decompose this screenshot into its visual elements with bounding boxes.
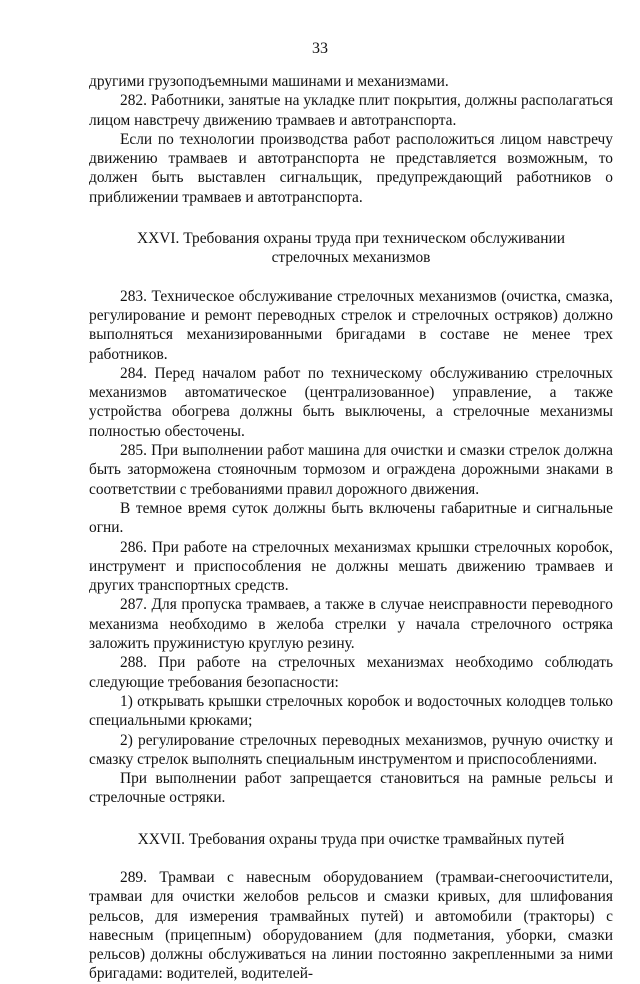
paragraph-continuation: другими грузоподъемными машинами и механизмами. <box>89 73 449 90</box>
paragraph-283: 283. Техническое обслуживание стрелочных механизмов (очистка, смазка, регулирование и ремонт переводных стрелок и стрелочных остряков) должно выполняться механизированными бригадами в составе не менее трех работников. <box>89 287 613 363</box>
document-body <box>89 72 613 984</box>
paragraph-288-item-1: 1) открывать крышки стрелочных коробок и водосточных колодцев только специальными крюками; <box>89 692 613 730</box>
paragraph-288: 288. При работе на стрелочных механизмах необходимо соблюдать следующие требования безопасности: <box>89 654 613 691</box>
paragraph-285: 285. При выполнении работ машина для очистки и смазки стрелок должна быть заторможена стояночным тормозом и ограждена дорожными знаками в соответствии с требованиями правил дорожного движения. <box>89 442 613 498</box>
spacer <box>89 268 613 287</box>
paragraph-289: 289. Трамваи с навесным оборудованием (трамваи-снегоочистители, трамваи для очистки желобов рельсов и смазки кривых, для шлифования рельсов, для измерения трамвайных путей) и автомобили (тракторы) с навесным (прицепным) оборудованием (для подметания, уборки, смазки рельсов) должны обслуживаться на линии постоянно закрепленными за ними бригадами: водителей, водителей- <box>89 868 613 983</box>
paragraph-282: 282. Работники, занятые на укладке плит покрытия, должны располагаться лицом навстречу движению трамваев и автотранспорта. <box>89 92 613 129</box>
paragraph-288-prohibition: При выполнении работ запрещается становиться на рамные рельсы и стрелочные остряки. <box>89 770 613 807</box>
spacer <box>89 808 613 830</box>
page-number: 33 <box>312 40 328 57</box>
section-heading-xxvi-line2: стрелочных механизмов <box>271 249 431 267</box>
spacer <box>89 849 613 868</box>
paragraph-285-lights: В темное время суток должны быть включены габаритные и сигнальные огни. <box>89 499 613 537</box>
paragraph-284: 284. Перед началом работ по техническому обслуживанию стрелочных механизмов автоматическое (централизованное) управление, а также устройства обогрева должны быть выключены, а стрелочные механизмы полностью обесточены. <box>89 364 613 440</box>
section-heading-xxvi-line1: XXVI. Требования охраны труда при техническом обслуживании <box>137 230 565 248</box>
section-heading-xxvii: XXVII. Требования охраны труда при очистке трамвайных путей <box>137 830 565 848</box>
paragraph-282-note: Если по технологии производства работ расположиться лицом навстречу движению трамваев и автотранспорта не представляется возможным, то должен быть выставлен сигнальщик, предупреждающий работников о приближении трамваев и автотранспорта. <box>89 130 613 206</box>
paragraph-288-item-2: 2) регулирование стрелочных переводных механизмов, ручную очистку и смазку стрелок выполнять специальным инструментом и приспособлениями. <box>89 731 613 768</box>
spacer <box>89 207 613 229</box>
paragraph-286: 286. При работе на стрелочных механизмах крышки стрелочных коробок, инструмент и приспособления не должны мешать движению трамваев и других транспортных средств. <box>89 538 613 595</box>
paragraph-287: 287. Для пропуска трамваев, а также в случае неисправности переводного механизма необходимо в желоба стрелки у начала стрелочного остряка заложить пружинистую круглую резину. <box>89 596 613 653</box>
